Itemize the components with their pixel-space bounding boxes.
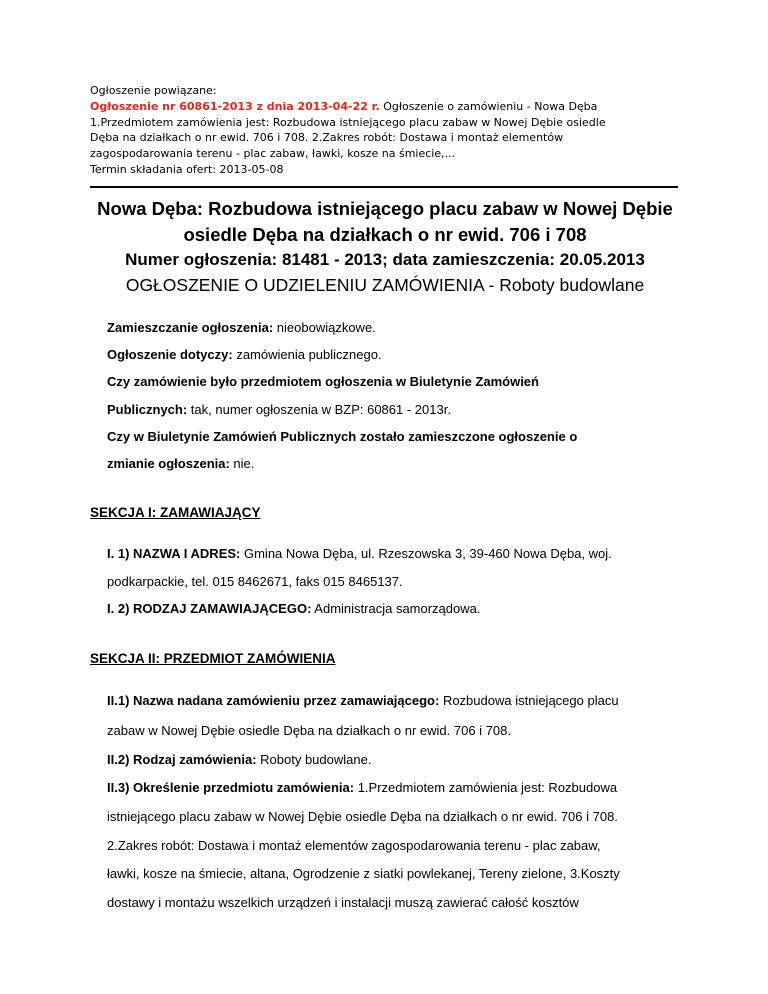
horizontal-divider xyxy=(90,186,678,188)
related-line-4: zagospodarowania terenu - plac zabaw, ławki, kosze na śmiecie,... xyxy=(90,147,456,161)
s1-name-label: I. 1) NAZWA I ADRES: xyxy=(107,546,241,561)
related-deadline: Termin składania ofert: 2013-05-08 xyxy=(90,162,284,176)
change-label-2: zmianie ogłoszenia: xyxy=(107,456,230,471)
concerns-value: zamówienia publicznego. xyxy=(232,347,382,362)
notice-title-line-1: Nowa Dęba: Rozbudowa istniejącego placu zabaw w Nowej Dębie xyxy=(97,198,673,219)
concerns-label: Ogłoszenie dotyczy: xyxy=(107,347,233,362)
s2-scope-row-4: ławki, kosze na śmiecie, altana, Ogrodzenie z siatki powlekanej, Tereny zielone, 3.Koszty xyxy=(107,866,620,881)
related-announcement xyxy=(90,83,680,178)
change-row-line-2 xyxy=(107,449,697,479)
s1-type-value: Administracja samorządowa. xyxy=(311,601,481,616)
s2-scope-row-5: dostawy i montażu wszelkich urządzeń i instalacji muszą zawierać całość kosztów xyxy=(107,895,579,910)
placement-row xyxy=(107,313,697,343)
notice-kind: OGŁOSZENIE O UDZIELENIU ZAMÓWIENIA - Roboty budowlane xyxy=(125,275,645,295)
s2-name-row-2: zabaw w Nowej Dębie osiedle Dęba na działkach o nr ewid. 706 i 708. xyxy=(107,723,511,738)
s1-name-value-1: Gmina Nowa Dęba, ul. Rzeszowska 3, 39-460 Nowa Dęba, woj. xyxy=(240,546,612,561)
bzp-label-2: Publicznych: xyxy=(107,402,188,417)
bzp-value: tak, numer ogłoszenia w BZP: 60861 - 2013r. xyxy=(187,402,451,417)
s2-name-row-1 xyxy=(107,686,697,716)
change-label-1: Czy w Biuletynie Zamówień Publicznych zostało zamieszczone ogłoszenie o xyxy=(107,429,578,444)
change-value: nie. xyxy=(229,456,255,471)
related-announcement-link[interactable]: Ogłoszenie nr 60861-2013 z dnia 2013-04-22 r. xyxy=(90,99,380,113)
s2-kind-value: Roboty budowlane. xyxy=(256,752,372,767)
bzp-row-line-1 xyxy=(107,367,697,397)
s2-name-label: II.1) Nazwa nadana zamówieniu przez zamawiającego: xyxy=(107,693,440,708)
notice-number: Numer ogłoszenia: 81481 - 2013; data zamieszczenia: 20.05.2013 xyxy=(125,250,645,269)
related-summary: Ogłoszenie o zamówieniu - Nowa Dęba xyxy=(379,99,598,113)
s2-kind-row xyxy=(107,745,697,775)
s1-name-row-2: podkarpackie, tel. 015 8462671, faks 015 8465137. xyxy=(107,574,403,589)
s2-kind-label: II.2) Rodzaj zamówienia: xyxy=(107,752,257,767)
s2-scope-value-1: 1.Przedmiotem zamówienia jest: Rozbudowa xyxy=(354,780,618,795)
placement-label: Zamieszczanie ogłoszenia: xyxy=(107,320,274,335)
related-header: Ogłoszenie powiązane: xyxy=(90,84,217,97)
s2-scope-label: II.3) Określenie przedmiotu zamówienia: xyxy=(107,780,355,795)
notice-title-line-2: osiedle Dęba na działkach o nr ewid. 706 i 708 xyxy=(183,224,587,245)
related-line-3: Dęba na działkach o nr ewid. 706 i 708. 2.Zakres robót: Dostawa i montaż elementów xyxy=(90,131,564,145)
section-2-heading: SEKCJA II: PRZEDMIOT ZAMÓWIENIA xyxy=(90,651,336,666)
change-row-line-1 xyxy=(107,422,697,452)
s1-type-label: I. 2) RODZAJ ZAMAWIAJĄCEGO: xyxy=(107,601,312,616)
related-line-1 xyxy=(90,99,680,115)
bzp-row-line-2 xyxy=(107,395,697,425)
section-1-heading: SEKCJA I: ZAMAWIAJĄCY xyxy=(90,505,261,520)
s1-name-row-1 xyxy=(107,539,697,569)
s2-name-value-1: Rozbudowa istniejącego placu xyxy=(439,693,619,708)
notice-title-block xyxy=(90,196,680,296)
s2-scope-row-1 xyxy=(107,773,697,803)
bzp-label-1: Czy zamówienie było przedmiotem ogłoszenia w Biuletynie Zamówień xyxy=(107,374,539,389)
s2-scope-row-2: istniejącego placu zabaw w Nowej Dębie osiedle Dęba na działkach o nr ewid. 706 i 708. xyxy=(107,809,618,824)
placement-value: nieobowiązkowe. xyxy=(273,320,376,335)
related-line-2: 1.Przedmiotem zamówienia jest: Rozbudowa istniejącego placu zabaw w Nowej Dębie osiedle xyxy=(90,115,606,129)
concerns-row xyxy=(107,340,697,370)
s1-type-row xyxy=(107,594,697,624)
s2-scope-row-3: 2.Zakres robót: Dostawa i montaż elementów zagospodarowania terenu - plac zabaw, xyxy=(107,838,601,853)
